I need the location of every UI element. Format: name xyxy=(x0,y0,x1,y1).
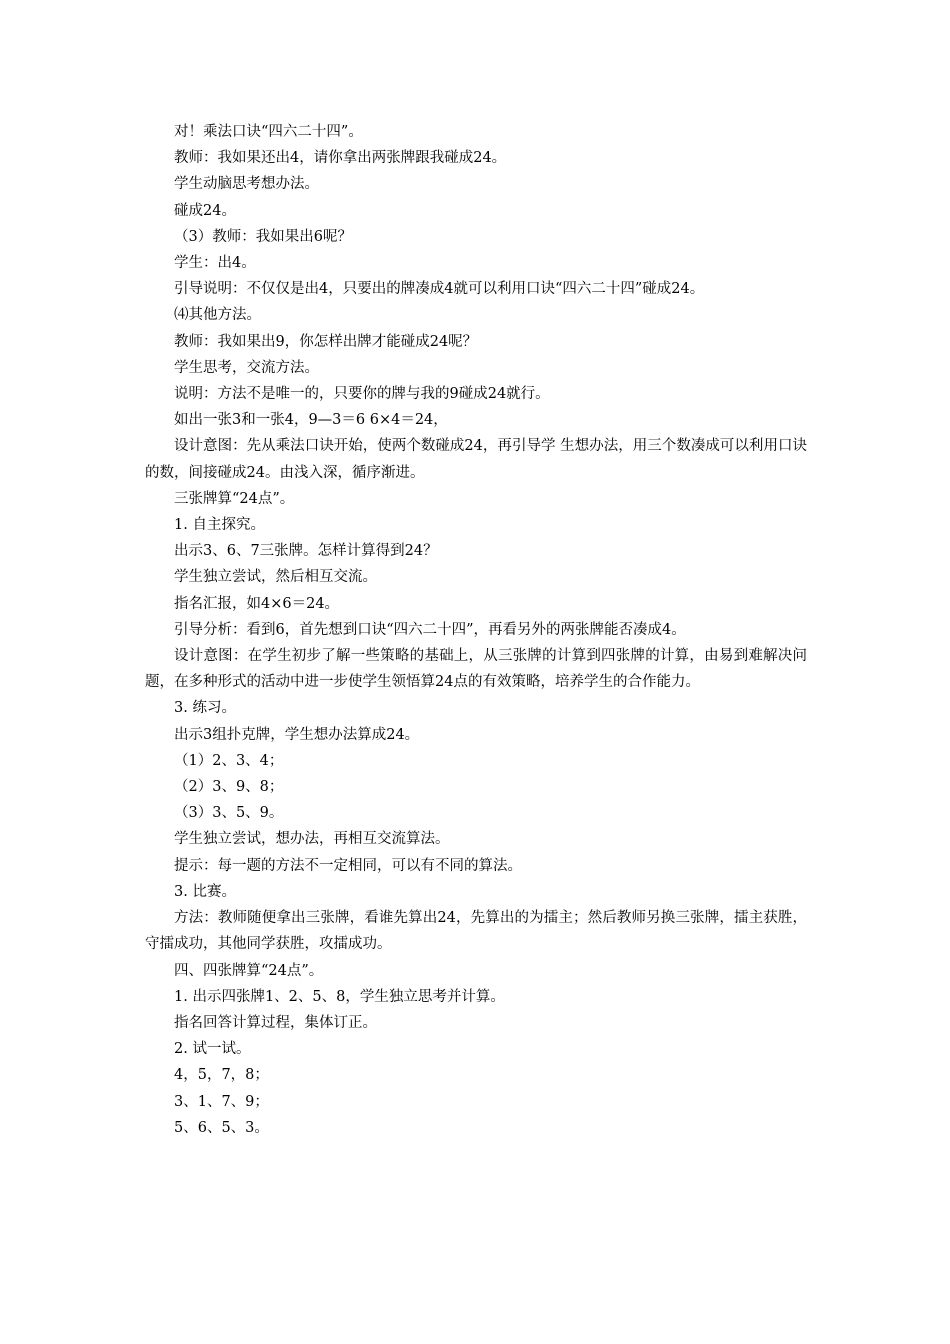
paragraph-26: 学生独立尝试，想办法，再相互交流算法。 xyxy=(174,831,450,848)
paragraph-17: 学生独立尝试，然后相互交流。 xyxy=(174,569,377,586)
paragraph-8: ⑷其他方法。 xyxy=(174,307,261,324)
paragraph-22: 出示3组扑克牌，学生想办法算成24。 xyxy=(174,726,420,743)
paragraph-23: （1）2、3、4； xyxy=(174,752,284,769)
paragraph-7: 引导说明：不仅仅是出4，只要出的牌凑成4就可以利用口诀“四六二十四”碰成24。 xyxy=(174,281,705,298)
paragraph-20: 设计意图：在学生初步了解一些策略的基础上，从三张牌的计算到四张牌的计算，由易到难解决问题，在多种形式的活动中进一步使学生领悟算24点的有效策略，培养学生的合作能力。 xyxy=(145,648,807,691)
paragraph-30: 四、四张牌算“24点”。 xyxy=(174,962,324,979)
paragraph-31: 1. 出示四张牌1、2、5、8，学生独立思考并计算。 xyxy=(174,988,505,1005)
paragraph-3: 学生动脑思考想办法。 xyxy=(174,176,319,193)
paragraph-36: 5、6、5、3。 xyxy=(174,1119,269,1136)
paragraph-4: 碰成24。 xyxy=(174,202,236,219)
paragraph-13: 设计意图：先从乘法口诀开始，使两个数碰成24，再引导学 生想办法，用三个数凑成可以利用口诀的数，间接碰成24。由浅入深，循序渐进。 xyxy=(145,438,807,481)
paragraph-21: 3. 练习。 xyxy=(174,700,236,717)
paragraph-10: 学生思考，交流方法。 xyxy=(174,359,319,376)
paragraph-32: 指名回答计算过程，集体订正。 xyxy=(174,1014,377,1031)
paragraph-34: 4，5，7，8； xyxy=(174,1067,269,1084)
paragraph-1: 对！乘法口诀“四六二十四”。 xyxy=(174,124,363,140)
paragraph-6: 学生：出4。 xyxy=(174,255,256,272)
paragraph-24: （2）3、9、8； xyxy=(174,779,284,796)
paragraph-35: 3、1、7、9； xyxy=(174,1093,269,1110)
paragraph-12: 如出一张3和一张4，9—3＝6 6×4＝24， xyxy=(174,412,448,429)
paragraph-19: 引导分析：看到6，首先想到口诀“四六二十四”，再看另外的两张牌能否凑成4。 xyxy=(174,621,686,638)
paragraph-5: （3）教师：我如果出6呢？ xyxy=(174,228,352,245)
paragraph-14: 三张牌算“24点”。 xyxy=(174,490,295,507)
paragraph-15: 1. 自主探究。 xyxy=(174,517,265,534)
document-body xyxy=(145,119,807,1141)
paragraph-25: （3）3、5、9。 xyxy=(174,805,284,822)
paragraph-27: 提示：每一题的方法不一定相同，可以有不同的算法。 xyxy=(174,857,522,874)
paragraph-16: 出示3、6、7三张牌。怎样计算得到24？ xyxy=(174,543,438,560)
paragraph-33: 2. 试一试。 xyxy=(174,1041,251,1058)
paragraph-18: 指名汇报，如4×6＝24。 xyxy=(174,595,340,612)
paragraph-29: 方法：教师随便拿出三张牌，看谁先算出24，先算出的为擂主；然后教师另换三张牌，擂主获胜，守擂成功，其他同学获胜，攻擂成功。 xyxy=(145,910,807,953)
paragraph-11: 说明：方法不是唯一的，只要你的牌与我的9碰成24就行。 xyxy=(174,386,550,403)
paragraph-9: 教师：我如果出9，你怎样出牌才能碰成24呢？ xyxy=(174,333,478,350)
paragraph-2: 教师：我如果还出4，请你拿出两张牌跟我碰成24。 xyxy=(174,150,507,167)
paragraph-28: 3. 比赛。 xyxy=(174,883,236,900)
